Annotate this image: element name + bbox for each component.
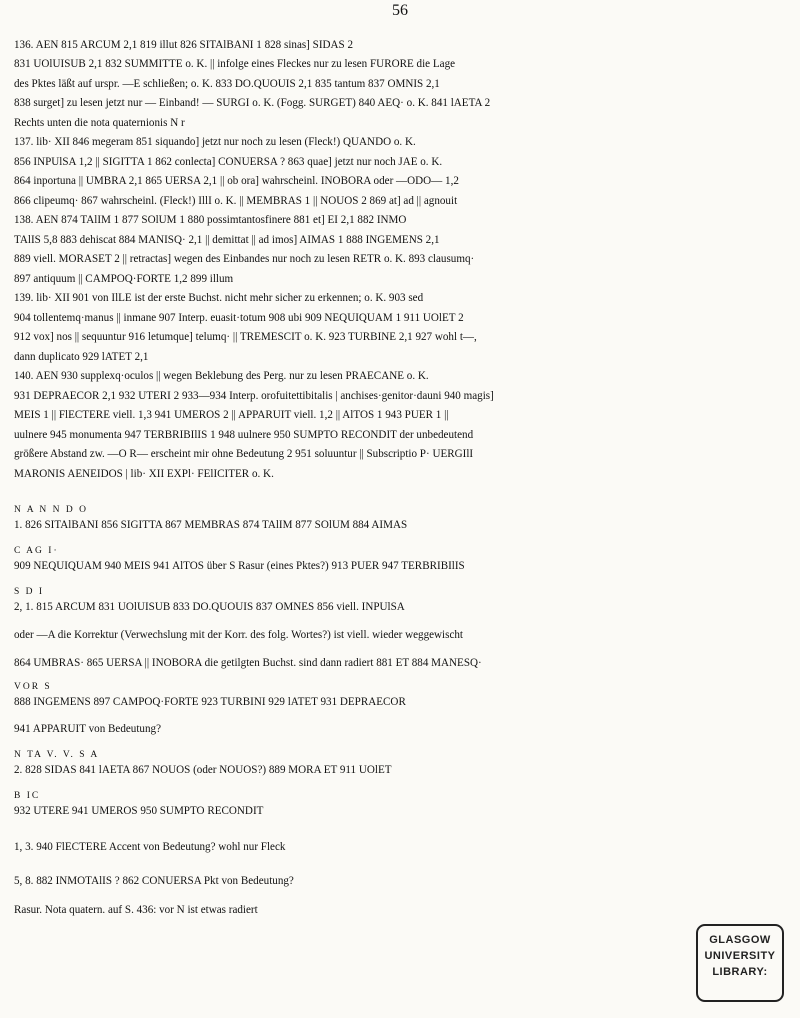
stamp-text: GLASGOW: [709, 934, 771, 946]
page-number: 56: [392, 2, 408, 19]
text-line: 897 antiquum || CAMPOQ·FORTE 1,2 899 illum: [14, 273, 234, 285]
text-line: 1. 826 SITAlBANI 856 SIGITTA 867 MEMBRAS 874 TAlIM 877 SOlUM 884 AIMAS: [14, 519, 408, 531]
text-line: N A N N D O: [14, 505, 88, 515]
text-line: 1, 3. 940 FlECTERE Accent von Bedeutung? wohl nur Fleck: [14, 841, 286, 853]
text-line: des Pktes läßt auf urspr. —E schließen; o. K. 833 DO.QUOUIS 2,1 835 tantum 837 OMNIS 2,1: [14, 78, 440, 90]
text-line: Rasur. Nota quatern. auf S. 436: vor N ist etwas radiert: [14, 904, 258, 916]
text-line: 888 INGEMENS 897 CAMPOQ·FORTE 923 TURBINI 929 lATET 931 DEPRAECOR: [14, 696, 406, 708]
library-stamp: [696, 924, 782, 1000]
text-line: TAlIS 5,8 883 dehiscat 884 MANISQ· 2,1 || demittat || ad imos] AIMAS 1 888 INGEMENS 2,1: [14, 234, 440, 246]
text-line: 838 surget] zu lesen jetzt nur — Einband! — SURGI o. K. (Fogg. SURGET) 840 AEQ· o. K. 841 lAETA 2: [14, 97, 491, 109]
text-line: 831 UOlUISUB 2,1 832 SUMMITTE o. K. || infolge eines Fleckes nur zu lesen FURORE die Lage: [14, 58, 456, 70]
text-line: 2. 828 SIDAS 841 lAETA 867 NOUOS (oder NOUOS?) 889 MORA ET 911 UOlET: [14, 764, 392, 776]
text-line: 904 tollentemq·manus || inmane 907 Interp. euasit·totum 908 ubi 909 NEQUIQUAM 1 911 UOlET 2: [14, 312, 464, 324]
text-line: 864 UMBRAS· 865 UERSA || INOBORA die getilgten Buchst. sind dann radiert 881 ET 884 MANESQ·: [14, 657, 482, 669]
text-line: 856 INPUlSA 1,2 || SIGITTA 1 862 conlecta] CONUERSA ? 863 quae] jetzt nur noch JAE o. K.: [14, 156, 443, 168]
text-line: 139. lib· XII 901 von IlLE ist der erste Buchst. nicht mehr sicher zu erkennen; o. K. 903 sed: [14, 292, 424, 304]
text-line: 889 viell. MORASET 2 || retractas] wegen des Einbandes nur noch zu lesen RETR o. K. 893 clausumq·: [14, 253, 475, 265]
text-line: 931 DEPRAECOR 2,1 932 UTERI 2 933—934 Interp. orofuitettibitalis | anchises·genitor·dauni 940 magis]: [14, 390, 494, 402]
stamp-text: UNIVERSITY: [704, 950, 776, 962]
text-line: 864 inportuna || UMBRA 2,1 865 UERSA 2,1 || ob ora] wahrscheinl. INOBORA oder —ODO— 1,2: [14, 175, 459, 187]
text-line: größere Abstand zw. —O R— erscheint mir ohne Bedeutung 2 951 soluuntur || Subscriptio P· UERGIlI: [14, 448, 474, 460]
text-line: N TA V. V. S A: [14, 750, 100, 760]
text-line: 138. AEN 874 TAlIM 1 877 SOlUM 1 880 possimtantosfinere 881 et] EI 2,1 882 INMO: [14, 214, 407, 226]
text-line: 912 vox] nos || sequuntur 916 letumque] telumq· || TREMESCIT o. K. 923 TURBINE 2,1 927 wohl t—,: [14, 331, 477, 343]
text-line: MARONIS AENEIDOS | lib· XII EXPl· FElICITER o. K.: [14, 468, 274, 480]
text-line: 137. lib· XII 846 megeram 851 siquando] jetzt nur noch zu lesen (Fleck!) QUANDO o. K.: [14, 136, 416, 148]
text-line: 2, 1. 815 ARCUM 831 UOlUISUB 833 DO.QUOUIS 837 OMNES 856 viell. INPUlSA: [14, 601, 405, 613]
text-line: B IC: [14, 791, 41, 801]
text-line: uulnere 945 monumenta 947 TERBRIBIlIS 1 948 uulnere 950 SUMPTO RECONDIT der unbedeutend: [14, 429, 474, 441]
text-line: MEIS 1 || FlECTERE viell. 1,3 941 UMEROS 2 || APPARUIT viell. 1,2 || AlTOS 1 943 PUER 1 ||: [14, 409, 449, 421]
text-line: dann duplicato 929 lATET 2,1: [14, 351, 149, 363]
text-line: 866 clipeumq· 867 wahrscheinl. (Fleck!) IllI o. K. || MEMBRAS 1 || NOUOS 2 869 at] ad || agnouit: [14, 195, 458, 207]
text-line: Rechts unten die nota quaternionis N r: [14, 117, 185, 129]
text-line: 941 APPARUIT von Bedeutung?: [14, 723, 162, 735]
text-line: 932 UTERE 941 UMEROS 950 SUMPTO RECONDIT: [14, 805, 264, 817]
library-stamp-frame: [696, 924, 784, 1002]
text-line: 909 NEQUIQUAM 940 MEIS 941 AlTOS über S Rasur (eines Pktes?) 913 PUER 947 TERBRIBIlIS: [14, 560, 465, 572]
text-line: 5, 8. 882 INMOTAlIS ? 862 CONUERSA Pkt von Bedeutung?: [14, 875, 294, 887]
text-line: oder —A die Korrektur (Verwechslung mit der Korr. des folg. Wortes?) ist viell. wieder weggewischt: [14, 629, 464, 641]
text-line: S D I: [14, 587, 45, 597]
stamp-text: LIBRARY:: [712, 966, 768, 978]
text-line: 140. AEN 930 supplexq·oculos || wegen Beklebung des Perg. nur zu lesen PRAECANE o. K.: [14, 370, 429, 382]
text-line: 136. AEN 815 ARCUM 2,1 819 illut 826 SITAlBANI 1 828 sinas] SIDAS 2: [14, 39, 354, 51]
text-line: VOR S: [14, 682, 52, 692]
text-line: C AG I·: [14, 546, 59, 556]
